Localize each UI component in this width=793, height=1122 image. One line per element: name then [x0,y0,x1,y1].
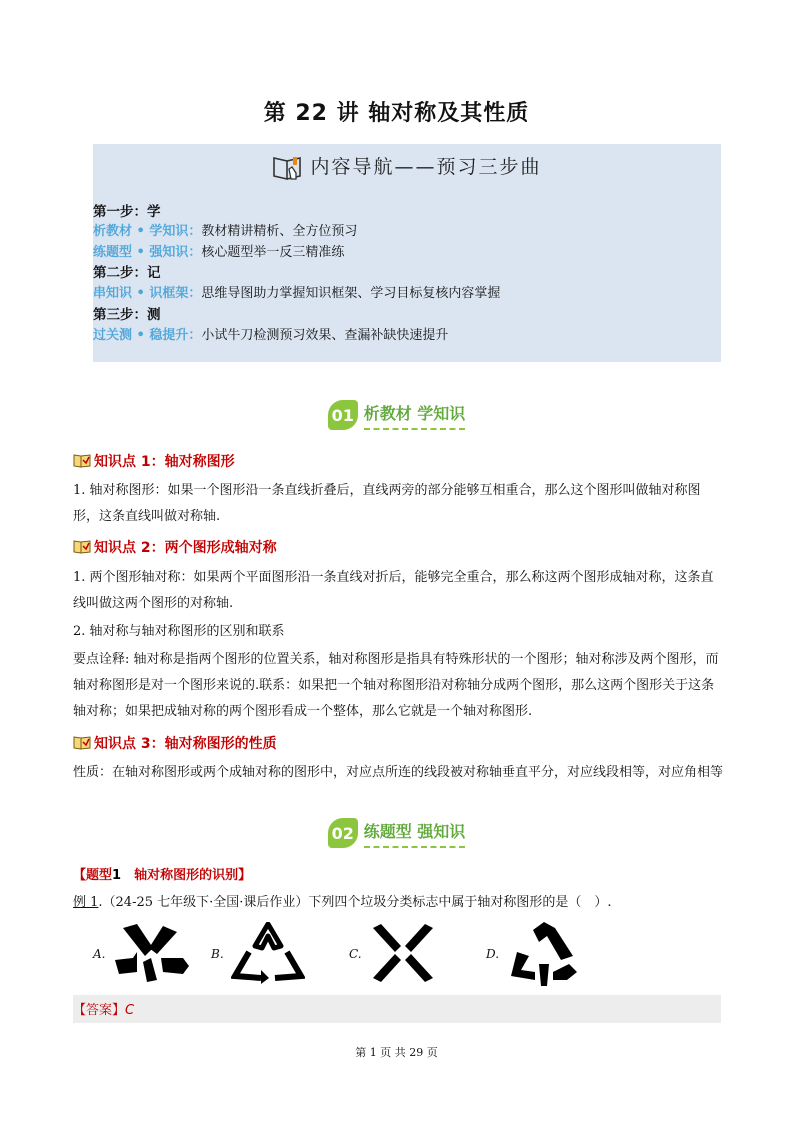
nav-line-4-key: 过关测 • 稳提升： [93,328,202,343]
nav-title-row [93,152,721,181]
answer [73,999,134,1018]
knowledge-point-1-text: 知识点 1：轴对称图形 [94,454,235,470]
book-icon [73,540,91,554]
section-1-number: 01 [328,400,358,430]
page-footer: 第 1 页 共 29 页 [355,1046,438,1059]
section-1-header [0,400,793,430]
section-2-number: 02 [328,818,358,848]
knowledge-point-2-title [73,537,277,557]
example-text: .（24-25 七年级下·全国·课后作业）下列四个垃圾分类标志中属于轴对称图形的是（ ）. [98,895,612,910]
option-a-label: A. [93,947,106,961]
option-d-label: D. [486,947,500,961]
book-icon [73,454,91,468]
recycle-icon [231,922,305,984]
kp2-paragraph-2: 2. 轴对称与轴对称图形的区别和联系 [73,624,285,639]
answer-value: C [125,1003,135,1018]
knowledge-point-3-text: 知识点 3：轴对称图形的性质 [94,736,277,752]
nav-line-2-key: 练题型 • 强知识： [93,245,202,260]
nav-title: 内容导航——预习三步曲 [310,156,542,178]
nav-line-1-text: 教材精讲精析、全方位预习 [201,224,358,239]
step-3: 第三步：测 [93,307,161,323]
kp1-paragraph: 1. 轴对称图形：如果一个图形沿一条直线折叠后，直线两旁的部分能够互相重合，那么这个图形叫做轴对称图形，这条直线叫做对称轴. [73,483,701,524]
recycle-icon [509,920,579,986]
book-icon [73,736,91,750]
section-1-label: 析教材 学知识 [364,401,466,430]
nav-line-1 [93,220,357,239]
nav-line-4-text: 小试牛刀检测预习效果、查漏补缺快速提升 [201,328,449,343]
nav-line-4 [93,324,448,343]
step-2: 第二步：记 [93,265,161,281]
section-2-label: 练题型 强知识 [364,819,466,848]
content-nav-box [93,144,721,362]
nav-line-1-key: 析教材 • 学知识： [93,224,202,239]
knowledge-point-1-title [73,451,235,471]
answer-label: 【答案】 [73,1003,126,1018]
example-label: 例 1 [73,895,99,910]
nav-line-3-text: 思维导图助力掌握知识框架、学习目标复核内容掌握 [201,286,501,301]
nav-line-3-key: 串知识 • 识框架： [93,286,202,301]
knowledge-point-2-text: 知识点 2：两个图形成轴对称 [94,540,277,556]
nav-line-2 [93,241,344,260]
answer-bar [73,995,721,1023]
options-row [93,920,613,986]
book-hand-icon [272,155,306,181]
kp3-paragraph: 性质：在轴对称图形或两个成轴对称的图形中，对应点所连的线段被对称轴垂直平分，对应线段相等，对应角相等 [73,765,724,780]
recycle-icon [371,922,435,984]
knowledge-point-3-title [73,733,277,753]
question-type-1-title: 【题型1 轴对称图形的识别】 [73,868,252,883]
section-2-header [0,818,793,848]
nav-line-2-text: 核心题型举一反三精准练 [201,245,345,260]
example-1 [73,891,612,910]
nav-line-3 [93,282,500,301]
option-b-label: B. [211,947,224,961]
recycle-icon [113,922,191,984]
page-title: 第 22 讲 轴对称及其性质 [263,101,530,126]
step-1: 第一步：学 [93,204,161,220]
option-c-label: C. [349,947,362,961]
kp2-paragraph-3: 要点诠释: 轴对称是指两个图形的位置关系，轴对称图形是指具有特殊形状的一个图形；轴对称涉及两个图形，而轴对称图形是对一个图形来说的.联系：如果把一个轴对称图形沿对称轴分成两个图形，那么这两个图形关于这条轴对称；如果把成轴对称的两个图形看成一个整体，那么它就是一个轴对称图形. [73,652,719,719]
kp2-paragraph-1: 1. 两个图形轴对称：如果两个平面图形沿一条直线对折后，能够完全重合，那么称这两个图形成轴对称，这条直线叫做这两个图形的对称轴. [73,570,714,611]
